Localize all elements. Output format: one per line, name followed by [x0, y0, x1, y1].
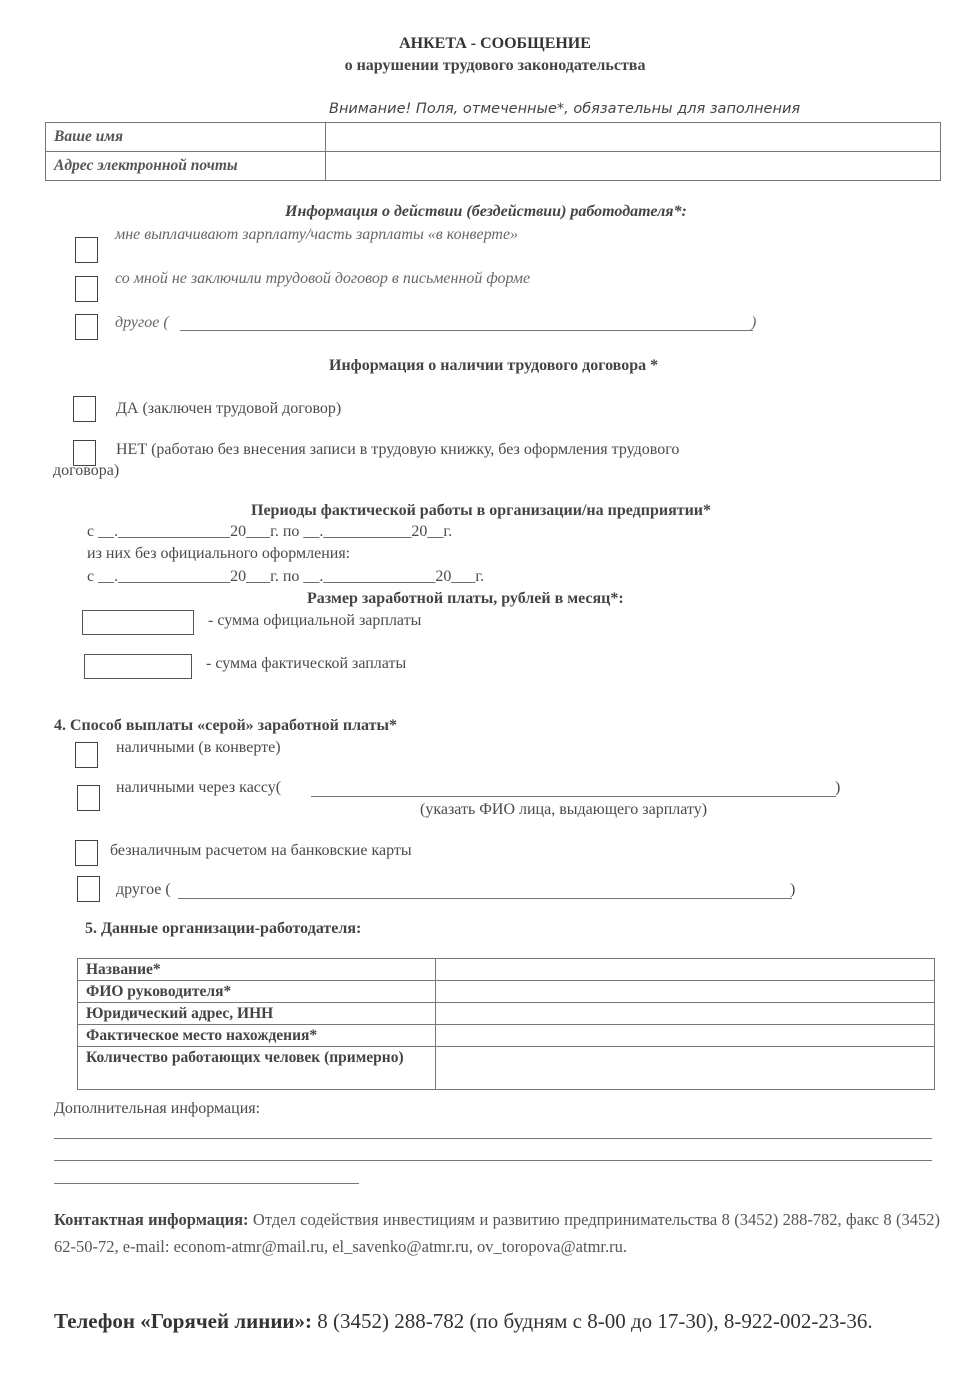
- hotline: [54, 1304, 940, 1338]
- table-row: [78, 981, 935, 1003]
- other-payment-label: другое (: [116, 881, 171, 898]
- other-action-line[interactable]: [180, 330, 753, 331]
- required-notice: Внимание! Поля, отмеченные*, обязательны для заполнения: [329, 101, 801, 117]
- contact-info-label: Контактная информация:: [54, 1210, 249, 1229]
- legal-address-label: Юридический адрес, ИНН: [78, 1003, 436, 1025]
- name-row: [46, 123, 941, 152]
- cashier-name-line[interactable]: [311, 796, 836, 797]
- actual-location-label: Фактическое место нахождения*: [78, 1025, 436, 1047]
- cash-envelope-label: наличными (в конверте): [116, 739, 281, 756]
- additional-info-line-3[interactable]: [54, 1183, 359, 1184]
- no-contract-checkbox[interactable]: [75, 276, 98, 302]
- period-unofficial-label: из них без официального оформления:: [87, 545, 351, 562]
- employer-actions-heading: Информация о действии (бездействии) работодателя*:: [285, 203, 687, 220]
- salary-heading: Размер заработной платы, рублей в месяц*:: [307, 590, 624, 607]
- employee-count-input[interactable]: [436, 1047, 935, 1090]
- legal-address-input[interactable]: [436, 1003, 935, 1025]
- hotline-text: 8 (3452) 288-782 (по будням с 8-00 до 17-30), 8-922-002-23-36.: [317, 1309, 873, 1333]
- email-row: [46, 152, 941, 181]
- official-salary-input[interactable]: [82, 610, 194, 635]
- additional-info-line-2[interactable]: [54, 1160, 932, 1161]
- cashier-note: (указать ФИО лица, выдающего зарплату): [420, 801, 708, 818]
- cash-register-close: ): [835, 779, 841, 796]
- cash-register-label: наличными через кассу(: [116, 779, 282, 796]
- contact-fields-table: [45, 122, 941, 181]
- bank-card-checkbox[interactable]: [75, 840, 98, 866]
- bank-card-label: безналичным расчетом на банковские карты: [110, 842, 412, 859]
- other-action-close: ): [751, 314, 757, 331]
- email-input[interactable]: [326, 152, 941, 181]
- cash-envelope-checkbox[interactable]: [75, 742, 98, 768]
- envelope-salary-checkbox[interactable]: [75, 237, 98, 263]
- other-payment-checkbox[interactable]: [77, 876, 100, 902]
- periods-heading: Периоды фактической работы в организации/на предприятии*: [251, 502, 712, 519]
- contact-info-text: Отдел содействия инвестициям и развитию предпринимательства 8 (3452) 288-782, факс 8 (3452) 62-50-72, e-mail: econom-atmr@mail.ru, el_savenko@atmr.ru, ov_toropova@atmr.ru.: [54, 1210, 940, 1256]
- director-input[interactable]: [436, 981, 935, 1003]
- other-action-label: другое (: [115, 314, 169, 331]
- other-payment-line[interactable]: [178, 898, 792, 899]
- table-row: [78, 1047, 935, 1090]
- additional-info-line-1[interactable]: [54, 1138, 932, 1139]
- contact-info: [54, 1206, 940, 1260]
- email-label: Адрес электронной почты: [46, 152, 326, 181]
- table-row: [78, 959, 935, 981]
- other-payment-close: ): [790, 881, 796, 898]
- name-input[interactable]: [326, 123, 941, 152]
- contract-yes-label: ДА (заключен трудовой договор): [116, 400, 342, 417]
- actual-location-input[interactable]: [436, 1025, 935, 1047]
- contract-heading: Информация о наличии трудового договора *: [329, 357, 659, 374]
- employer-data-table: [77, 958, 935, 1090]
- cash-register-checkbox[interactable]: [77, 785, 100, 811]
- payment-method-heading: 4. Способ выплаты «серой» заработной платы*: [54, 717, 397, 734]
- table-row: [78, 1003, 935, 1025]
- name-label: Ваше имя: [46, 123, 326, 152]
- form-title: АНКЕТА - СООБЩЕНИЕ: [399, 35, 591, 52]
- no-contract-label: со мной не заключили трудовой договор в письменной форме: [115, 270, 531, 287]
- employer-data-heading: 5. Данные организации-работодателя:: [85, 920, 362, 937]
- period-unofficial-row[interactable]: с __.______________20___г. по __.______________20___г.: [87, 568, 485, 585]
- employee-count-label: Количество работающих человек (примерно): [78, 1047, 436, 1090]
- official-salary-label: - сумма официальной зарплаты: [208, 612, 422, 629]
- form-subtitle: о нарушении трудового законодательства: [344, 57, 646, 74]
- actual-salary-input[interactable]: [84, 654, 192, 679]
- additional-info-label: Дополнительная информация:: [54, 1100, 261, 1117]
- period-total-row[interactable]: с __.______________20___г. по __.___________20__г.: [87, 523, 453, 540]
- actual-salary-label: - сумма фактической заплаты: [206, 655, 407, 672]
- other-action-checkbox[interactable]: [75, 314, 98, 340]
- contract-no-label: НЕТ (работаю без внесения записи в трудовую книжку, без оформления трудового: [116, 441, 680, 458]
- contract-yes-checkbox[interactable]: [73, 396, 96, 422]
- contract-no-label-cont: договора): [53, 462, 120, 479]
- hotline-label: Телефон «Горячей линии»:: [54, 1309, 313, 1333]
- director-label: ФИО руководителя*: [78, 981, 436, 1003]
- org-name-label: Название*: [78, 959, 436, 981]
- org-name-input[interactable]: [436, 959, 935, 981]
- table-row: [78, 1025, 935, 1047]
- envelope-salary-label: мне выплачивают зарплату/часть зарплаты «в конверте»: [115, 226, 519, 243]
